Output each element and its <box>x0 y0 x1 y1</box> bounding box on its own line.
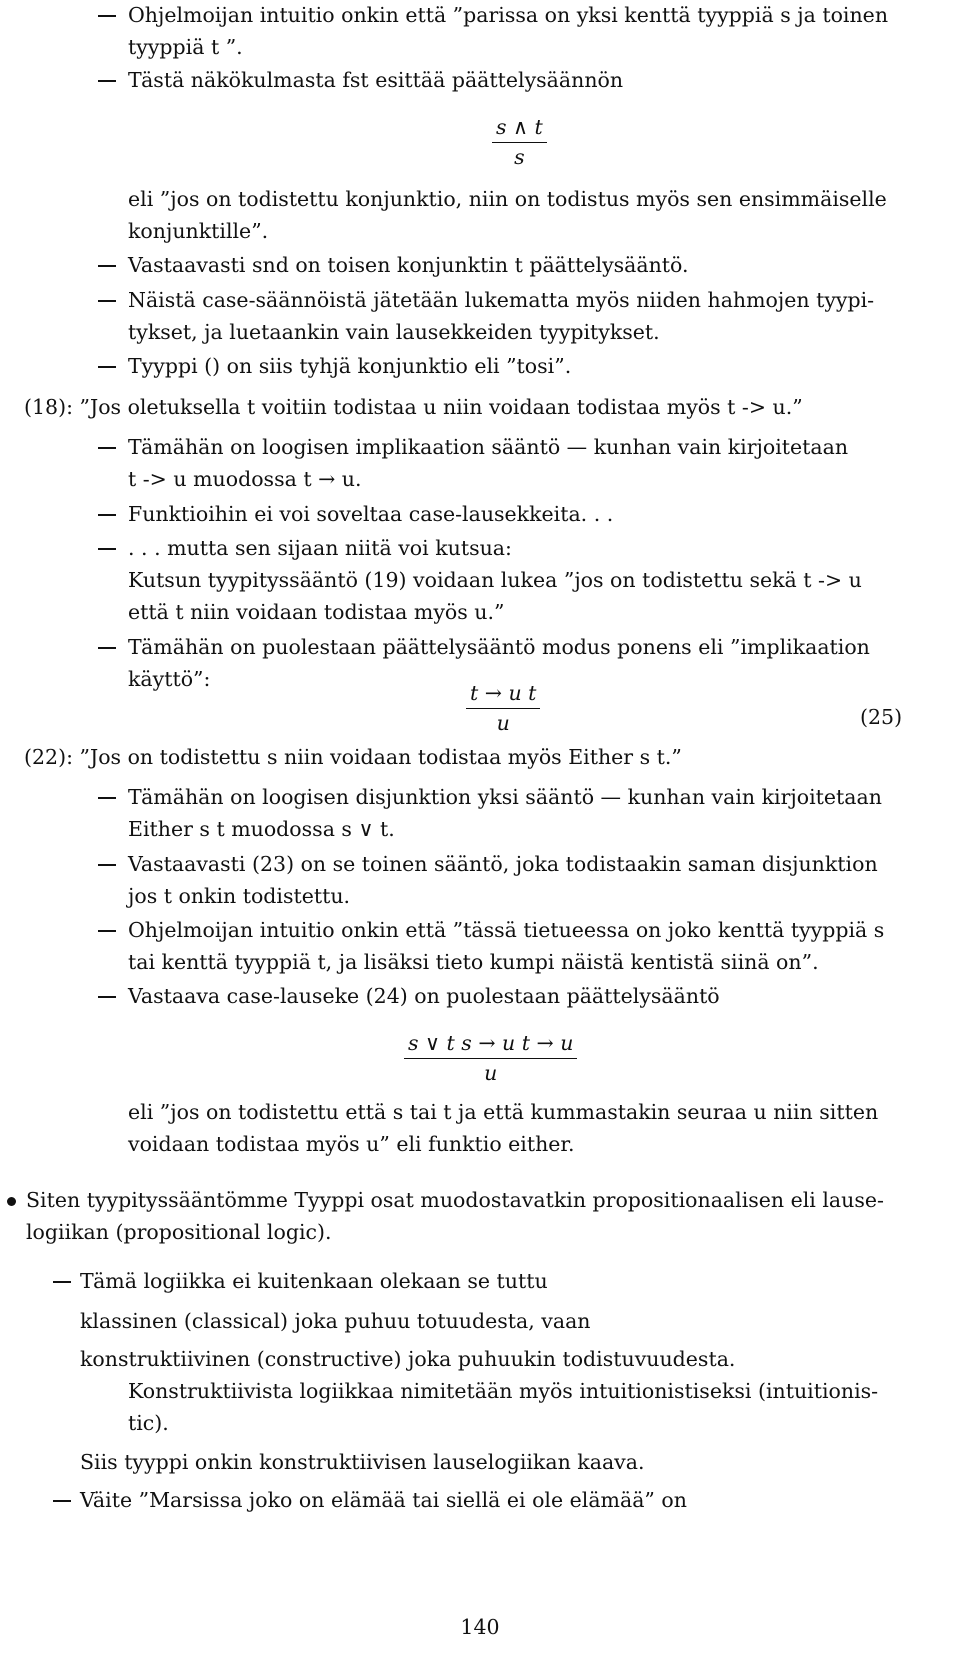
equation-number: (25) <box>860 705 903 729</box>
list-dash <box>98 864 116 866</box>
page-number: 140 <box>460 1615 500 1639</box>
rule-premise: s ∧ t <box>492 116 547 143</box>
text-line: Vastaavasti (23) on se toinen sääntö, joka todistaakin saman disjunktion <box>128 852 878 876</box>
text-line: t -> u muodossa t → u. <box>128 467 362 491</box>
text-line: Tämä logiikka ei kuitenkaan olekaan se tuttu <box>80 1269 548 1293</box>
text-line: (22): ”Jos on todistettu s niin voidaan todistaa myös Either s t.” <box>24 745 682 769</box>
text-line: tykset, ja luetaankin vain lausekkeiden tyypitykset. <box>128 320 660 344</box>
text-line: Konstruktiivista logiikkaa nimitetään myös intuitionistiseksi (intuitionis- <box>128 1379 879 1403</box>
text-line: että t niin voidaan todistaa myös u.” <box>128 600 505 624</box>
text-line: eli ”jos on todistettu että s tai t ja että kummastakin seuraa u niin sitten <box>128 1100 879 1124</box>
text-line: logiikan (propositional logic). <box>26 1220 332 1244</box>
case-rule <box>404 1032 577 1084</box>
text-line: tai kenttä tyyppiä t, ja lisäksi tieto kumpi näistä kentistä siinä on”. <box>128 950 819 974</box>
rule-conclusion: u <box>484 1060 498 1085</box>
list-dash <box>53 1281 71 1283</box>
inference-rule <box>492 116 547 168</box>
list-dash <box>98 548 116 550</box>
text-line: tic). <box>128 1411 169 1435</box>
text-line: Ohjelmoijan intuitio onkin että ”parissa on yksi kenttä tyyppiä s ja toinen <box>128 3 889 27</box>
text-line: Väite ”Marsissa joko on elämää tai siellä ei ole elämää” on <box>80 1488 687 1512</box>
list-dash <box>98 300 116 302</box>
text-line: Tämähän on puolestaan päättelysääntö modus ponens eli ”implikaation <box>128 635 870 659</box>
text-line: voidaan todistaa myös u” eli funktio either. <box>128 1132 575 1156</box>
text-line: Siis tyyppi onkin konstruktiivisen lauselogiikan kaava. <box>80 1450 645 1474</box>
text-line: konjunktille”. <box>128 219 269 243</box>
text-line: Funktioihin ei voi soveltaa case-lausekkeita. . . <box>128 502 614 526</box>
text-line: Tämähän on loogisen implikaation sääntö — kunhan vain kirjoitetaan <box>128 435 849 459</box>
text-line: Tästä näkökulmasta fst esittää päättelysäännön <box>128 68 624 92</box>
text-line: käyttö”: <box>128 667 211 691</box>
list-dash <box>98 366 116 368</box>
rule-conclusion: u <box>496 710 510 735</box>
text-line: Vastaava case-lauseke (24) on puolestaan päättelysääntö <box>128 984 720 1008</box>
text-line: Ohjelmoijan intuitio onkin että ”tässä tietueessa on joko kenttä tyyppiä s <box>128 918 885 942</box>
text-line: Kutsun tyypityssääntö (19) voidaan lukea ”jos on todistettu sekä t -> u <box>128 568 862 592</box>
list-dash <box>98 647 116 649</box>
text-line: tyyppiä t ”. <box>128 35 243 59</box>
modus-ponens-rule <box>466 682 540 734</box>
list-dash <box>98 797 116 799</box>
rule-conclusion: s <box>514 144 525 169</box>
text-line: (18): ”Jos oletuksella t voitiin todistaa u niin voidaan todistaa myös t -> u.” <box>24 395 803 419</box>
list-dash <box>98 80 116 82</box>
text-line: konstruktiivinen (constructive) joka puhuukin todistuvuudesta. <box>80 1347 736 1371</box>
text-line: Either s t muodossa s ∨ t. <box>128 817 395 841</box>
list-dash <box>98 447 116 449</box>
list-dash <box>98 930 116 932</box>
rule-premise: s ∨ t s → u t → u <box>404 1032 577 1059</box>
list-dash <box>98 15 116 17</box>
rule-premise: t → u t <box>466 682 540 709</box>
text-line: Näistä case-säännöistä jätetään lukematta myös niiden hahmojen tyypi- <box>128 288 875 312</box>
bullet-icon <box>7 1197 16 1206</box>
list-dash <box>98 996 116 998</box>
text-line: klassinen (classical) joka puhuu totuudesta, vaan <box>80 1309 591 1333</box>
text-line: Vastaavasti snd on toisen konjunktin t päättelysääntö. <box>128 253 689 277</box>
text-line: jos t onkin todistettu. <box>128 884 351 908</box>
text-line: . . . mutta sen sijaan niitä voi kutsua: <box>128 536 512 560</box>
list-dash <box>98 265 116 267</box>
list-dash <box>98 514 116 516</box>
text-line: Tämähän on loogisen disjunktion yksi sääntö — kunhan vain kirjoitetaan <box>128 785 882 809</box>
text-line: eli ”jos on todistettu konjunktio, niin on todistus myös sen ensimmäiselle <box>128 187 887 211</box>
text-line: Tyyppi () on siis tyhjä konjunktio eli ”tosi”. <box>128 354 572 378</box>
text-line: Siten tyypityssääntömme Tyyppi osat muodostavatkin propositionaalisen eli lause- <box>26 1188 884 1212</box>
list-dash <box>53 1500 71 1502</box>
